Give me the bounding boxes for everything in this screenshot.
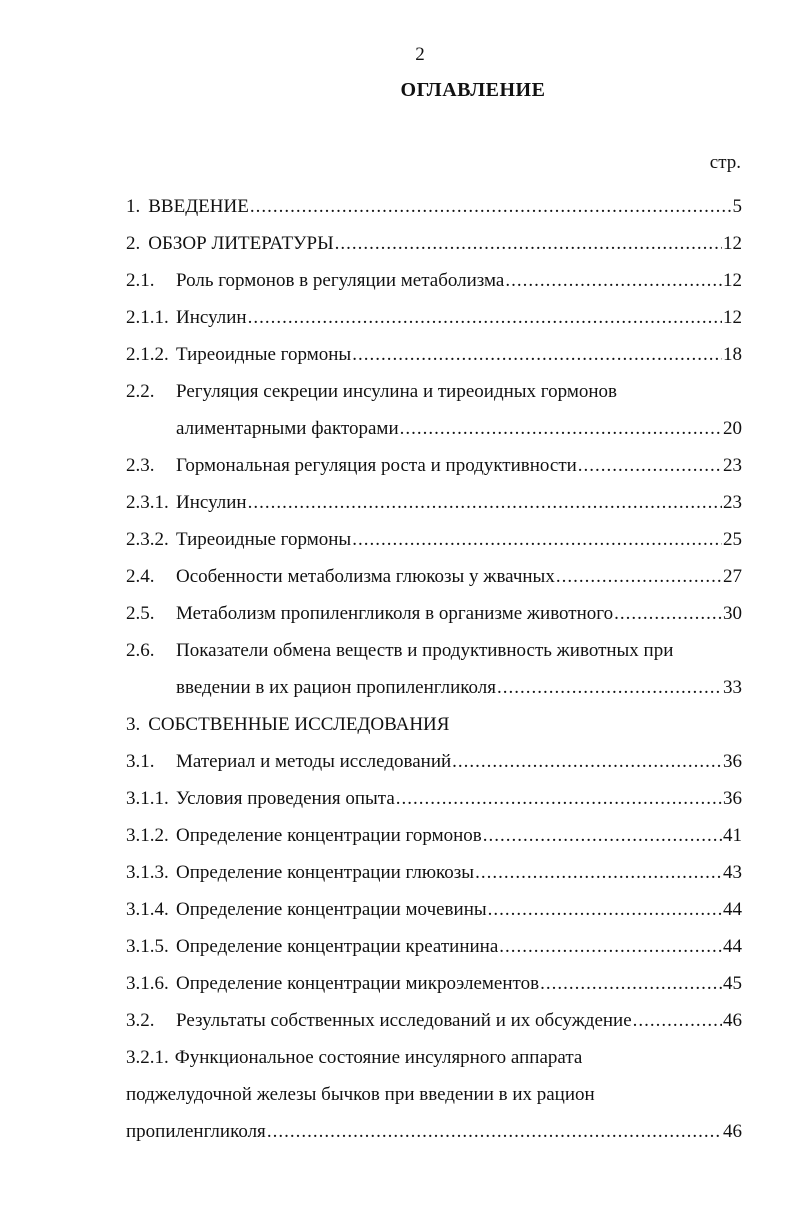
toc-title: Тиреоидные гормоны <box>176 529 352 550</box>
toc-page: 45 <box>723 973 742 994</box>
toc-number: 2.3.1. <box>126 492 169 513</box>
toc-number: 3.1.3. <box>126 862 169 883</box>
toc-page: 46 <box>723 1010 742 1031</box>
toc-entry-2-6 <box>126 625 742 662</box>
toc-entry-2-2 <box>126 366 742 403</box>
toc-number: 1. <box>126 196 141 217</box>
toc-page: 36 <box>723 751 742 772</box>
toc-title: ВВЕДЕНИЕ <box>148 196 249 217</box>
toc-title: Регуляция секреции инсулина и тиреоидных гормонов <box>176 381 617 402</box>
toc-leader <box>267 1121 722 1143</box>
toc-leader <box>335 233 722 255</box>
toc-leader <box>540 973 722 995</box>
toc-page: 30 <box>723 603 742 624</box>
toc-number: 3.2. <box>126 1010 155 1031</box>
toc-leader <box>352 529 722 551</box>
toc-entry-2-2-continuation <box>126 403 742 440</box>
toc-page: 23 <box>723 492 742 513</box>
toc-leader <box>248 307 722 329</box>
toc-page: 43 <box>723 862 742 883</box>
toc-entry-2-3 <box>126 440 742 477</box>
toc-entry-2 <box>126 218 742 255</box>
toc-leader <box>400 418 722 440</box>
toc-entry-2-3-1 <box>126 477 742 514</box>
toc-page: 25 <box>723 529 742 550</box>
toc-entry-1 <box>126 181 742 218</box>
toc-page: 44 <box>723 936 742 957</box>
toc-title: Определение концентрации гормонов <box>176 825 482 846</box>
toc-entry-3-2 <box>126 995 742 1032</box>
toc-title: ОБЗОР ЛИТЕРАТУРЫ <box>148 233 334 254</box>
toc-entry-3-1-4 <box>126 884 742 921</box>
toc-leader <box>352 344 722 366</box>
toc-entry-3-2-1-continuation-2 <box>126 1106 742 1143</box>
toc-number: 2.6. <box>126 640 155 661</box>
toc-page: 5 <box>732 196 742 217</box>
page-column-label: стр. <box>709 152 741 173</box>
toc-page: 33 <box>723 677 742 698</box>
toc-number: 2.5. <box>126 603 155 624</box>
toc-entry-3-1-2 <box>126 810 742 847</box>
toc-number: 2. <box>126 233 141 254</box>
toc-entry-3-1-3 <box>126 847 742 884</box>
toc-entry-2-1-2 <box>126 329 742 366</box>
toc-title: Инсулин <box>176 492 247 513</box>
toc-entry-2-1 <box>126 255 742 292</box>
toc-title: Тиреоидные гормоны <box>176 344 352 365</box>
toc-number: 3.1.4. <box>126 899 169 920</box>
toc-title: Определение концентрации глюкозы <box>176 862 475 883</box>
toc-entry-3 <box>126 699 742 736</box>
toc-number: 3.1.5. <box>126 936 169 957</box>
toc-title: Показатели обмена веществ и продуктивность животных при <box>176 640 674 661</box>
toc-title: Определение концентрации мочевины <box>176 899 487 920</box>
toc-number: 3.1.2. <box>126 825 169 846</box>
toc-page: 18 <box>723 344 742 365</box>
toc-title-continuation: алиментарными факторами <box>176 418 399 439</box>
toc-leader <box>578 455 722 477</box>
toc-number: 2.3.2. <box>126 529 169 550</box>
toc-title: Инсулин <box>176 307 247 328</box>
toc-entry-2-5 <box>126 588 742 625</box>
toc-leader <box>250 196 732 218</box>
toc-page: 12 <box>723 307 742 328</box>
toc-page: 12 <box>723 233 742 254</box>
toc-leader <box>396 788 722 810</box>
toc-leader <box>499 936 722 958</box>
toc-leader <box>633 1010 722 1032</box>
toc-leader <box>556 566 722 588</box>
toc-entry-3-1-5 <box>126 921 742 958</box>
toc-number: 2.4. <box>126 566 155 587</box>
toc-title: Результаты собственных исследований и их обсуждение <box>176 1010 632 1031</box>
toc-title-continuation: пропиленгликоля <box>126 1121 266 1142</box>
toc-entry-3-1-1 <box>126 773 742 810</box>
toc-entry-3-2-1 <box>126 1032 742 1069</box>
toc-title: Особенности метаболизма глюкозы у жвачных <box>176 566 555 587</box>
toc-entry-2-3-2 <box>126 514 742 551</box>
toc-number: 2.2. <box>126 381 155 402</box>
toc-entry-2-1-1 <box>126 292 742 329</box>
toc-page: 44 <box>723 899 742 920</box>
toc-title: Определение концентрации микроэлементов <box>176 973 540 994</box>
toc-leader <box>505 270 722 292</box>
toc-entry-3-1 <box>126 736 742 773</box>
toc-title: Роль гормонов в регуляции метаболизма <box>176 270 505 291</box>
toc-page: 41 <box>723 825 742 846</box>
toc-entry-2-6-continuation <box>126 662 742 699</box>
toc-page: 12 <box>723 270 742 291</box>
toc-leader <box>497 677 722 699</box>
toc-number: 3.2.1. <box>126 1047 169 1068</box>
page-number: 2 <box>415 44 425 65</box>
toc-title: Условия проведения опыта <box>176 788 395 809</box>
toc-title: Определение концентрации креатинина <box>176 936 499 957</box>
toc-entry-2-4 <box>126 551 742 588</box>
toc-leader <box>614 603 722 625</box>
toc-page: 23 <box>723 455 742 476</box>
toc-leader <box>475 862 722 884</box>
toc-number: 3. <box>126 714 141 735</box>
toc-leader <box>483 825 722 847</box>
toc-title: Метаболизм пропиленгликоля в организме животного <box>176 603 614 624</box>
toc-number: 2.3. <box>126 455 155 476</box>
toc-number: 3.1.6. <box>126 973 169 994</box>
toc-leader <box>452 751 722 773</box>
toc-page: 20 <box>723 418 742 439</box>
toc-entry-3-1-6 <box>126 958 742 995</box>
table-of-contents <box>126 181 742 1143</box>
toc-number: 2.1.2. <box>126 344 169 365</box>
toc-title: СОБСТВЕННЫЕ ИССЛЕДОВАНИЯ <box>148 714 450 735</box>
toc-leader <box>248 492 722 514</box>
page-title: ОГЛАВЛЕНИЕ <box>400 79 546 101</box>
toc-page: 46 <box>723 1121 742 1142</box>
toc-title-continuation: поджелудочной железы бычков при введении в их рацион <box>126 1084 595 1105</box>
toc-leader <box>488 899 722 921</box>
toc-title: Гормональная регуляция роста и продуктивности <box>176 455 577 476</box>
toc-number: 3.1. <box>126 751 155 772</box>
toc-number: 3.1.1. <box>126 788 169 809</box>
toc-title: Функциональное состояние инсулярного аппарата <box>174 1047 583 1068</box>
toc-title: Материал и методы исследований <box>176 751 452 772</box>
toc-entry-3-2-1-continuation <box>126 1069 742 1106</box>
toc-number: 2.1. <box>126 270 155 291</box>
toc-page: 27 <box>723 566 742 587</box>
toc-number: 2.1.1. <box>126 307 169 328</box>
toc-page: 36 <box>723 788 742 809</box>
toc-title-continuation: введении в их рацион пропиленгликоля <box>176 677 496 698</box>
